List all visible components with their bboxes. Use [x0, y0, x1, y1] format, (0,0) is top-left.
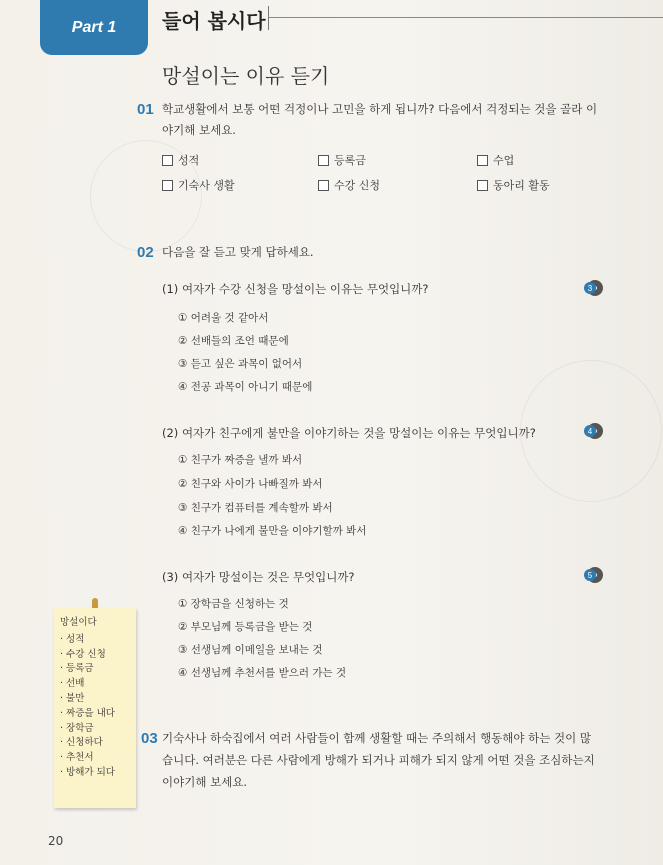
question-text: 다음을 잘 듣고 맞게 답하세요. [162, 245, 314, 259]
audio-track-icon[interactable] [583, 278, 603, 298]
answer-option[interactable]: ② 친구와 사이가 나빠질까 봐서 [178, 478, 323, 490]
vocab-item: · 등록금 [60, 663, 94, 675]
vocab-item: · 짜증을 내다 [60, 707, 115, 719]
checkbox-option[interactable] [477, 177, 550, 193]
checkbox-label: 기숙사 생활 [178, 179, 235, 192]
question-number: 03 [141, 730, 158, 747]
checkbox-label: 동아리 활동 [493, 179, 550, 192]
checkbox[interactable] [162, 180, 173, 191]
answer-option[interactable]: ③ 친구가 컴퓨터를 계속할까 봐서 [178, 502, 333, 514]
question-text-line: 기숙사나 하숙집에서 여러 사람들이 함께 생활할 때는 주의해서 행동해야 하는 것이 많 [162, 731, 592, 745]
sub-question: (1) 여자가 수강 신청을 망설이는 이유는 무엇입니까? [162, 282, 429, 296]
answer-option[interactable]: ① 친구가 짜증을 낼까 봐서 [178, 454, 303, 466]
answer-option[interactable]: ④ 전공 과목이 아니기 때문에 [178, 381, 313, 393]
sub-question: (3) 여자가 망설이는 것은 무엇입니까? [162, 570, 355, 584]
vocab-item: · 선배 [60, 678, 85, 690]
answer-option[interactable]: ③ 듣고 싶은 과목이 없어서 [178, 358, 303, 370]
part-tab [40, 0, 148, 55]
checkbox-option[interactable] [318, 152, 366, 168]
question-text-line: 야기해 보세요. [162, 123, 236, 137]
checkbox-label: 등록금 [334, 154, 366, 167]
answer-option[interactable]: ② 부모님께 등록금을 받는 것 [178, 621, 313, 633]
question-text-line: 학교생활에서 보통 어떤 걱정이나 고민을 하게 됩니까? 다음에서 걱정되는 것을 골라 이 [162, 102, 598, 116]
vocab-item: · 신청하다 [60, 737, 103, 749]
answer-option[interactable]: ① 어려울 것 같아서 [178, 312, 269, 324]
question-number: 02 [137, 244, 154, 261]
checkbox[interactable] [162, 155, 173, 166]
question-text [162, 99, 597, 141]
track-number: 3 [587, 284, 593, 293]
vocab-item: · 성적 [60, 633, 85, 645]
checkbox[interactable] [318, 180, 329, 191]
vocab-item: · 불만 [60, 692, 85, 704]
checkbox-option[interactable] [162, 177, 235, 193]
answer-option[interactable]: ④ 선생님께 추천서를 받으러 가는 것 [178, 667, 347, 679]
vocab-item: · 추천서 [60, 752, 94, 764]
checkbox-option[interactable] [477, 152, 514, 168]
checkbox-option[interactable] [162, 152, 199, 168]
vocab-item: · 방해가 되다 [60, 766, 115, 778]
unit-title: 들어 봅시다 [162, 9, 266, 33]
question-text-line: 이야기해 보세요. [162, 775, 248, 789]
sub-question: (2) 여자가 친구에게 불만을 이야기하는 것을 망설이는 이유는 무엇입니까? [162, 426, 536, 440]
checkbox-option[interactable] [318, 177, 380, 193]
vocab-item: · 장학금 [60, 722, 94, 734]
title-divider [268, 6, 269, 30]
part-label: Part 1 [71, 18, 117, 36]
audio-track-icon[interactable] [583, 421, 603, 441]
section-title: 망설이는 이유 듣기 [162, 64, 330, 88]
checkbox-label: 수업 [493, 154, 515, 167]
checkbox-label: 수강 신청 [334, 179, 381, 192]
track-number: 5 [587, 571, 593, 580]
page-number: 20 [48, 834, 64, 848]
vocab-item: 망설이다 [60, 617, 97, 628]
question-text-line: 습니다. 여러분은 다른 사람에게 방해가 되거나 피해가 되지 않게 어떤 것을 조심하는지 [162, 753, 595, 767]
answer-option[interactable]: ③ 선생님께 이메일을 보내는 것 [178, 644, 323, 656]
vocab-item: · 수강 신청 [60, 648, 106, 660]
checkbox[interactable] [318, 155, 329, 166]
answer-option[interactable]: ① 장학금을 신청하는 것 [178, 598, 289, 610]
answer-option[interactable]: ② 선배들의 조언 때문에 [178, 335, 289, 347]
checkbox-label: 성적 [178, 154, 200, 167]
track-number: 4 [587, 427, 593, 436]
checkbox[interactable] [477, 155, 488, 166]
question-number: 01 [137, 101, 154, 118]
vocab-note [54, 608, 136, 808]
title-rule [268, 17, 663, 18]
question-text [162, 727, 595, 793]
audio-track-icon[interactable] [583, 565, 603, 585]
answer-option[interactable]: ④ 친구가 나에게 불만을 이야기할까 봐서 [178, 525, 367, 537]
checkbox[interactable] [477, 180, 488, 191]
